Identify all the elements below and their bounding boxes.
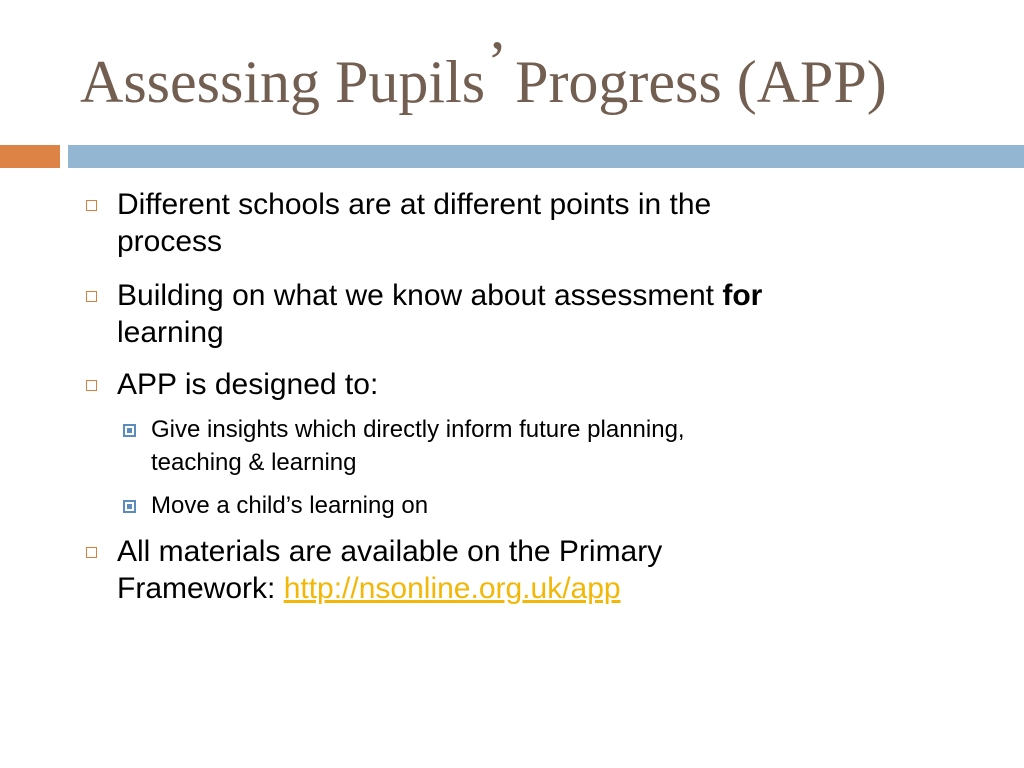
sub-bullet-item-2 — [151, 489, 428, 522]
accent-bar-blue — [68, 145, 1024, 168]
bullet-3-text: APP is designed to: — [117, 368, 379, 401]
square-bullet-icon — [86, 291, 97, 302]
title-part-2: Progress (APP) — [515, 49, 887, 115]
bullet-1-line-1: Different schools are at different points in the — [117, 188, 712, 221]
bullet-2-line-2: learning — [117, 316, 224, 349]
bullet-item-1 — [117, 186, 711, 260]
bullet-1-line-2: process — [117, 225, 223, 258]
bullet-4-line-1: All materials are available on the Primary — [117, 535, 663, 568]
bullet-2-line-1 — [117, 277, 762, 314]
bullet-item-2 — [117, 277, 762, 351]
bullet-2-bold-text: for — [722, 279, 763, 312]
title-apostrophe: ’ — [487, 29, 508, 95]
slide-title — [80, 29, 887, 122]
sub-bullet-1-line-1: Give insights which directly inform future planning, — [151, 416, 685, 443]
sub-bullet-2-text: Move a child’s learning on — [151, 492, 429, 519]
bullet-4-line-2 — [117, 570, 662, 607]
bullet-4-text: Framework: — [117, 572, 284, 605]
bullet-2-text: Building on what we know about assessment — [117, 279, 723, 312]
title-part-1: Assessing Pupils — [80, 49, 486, 115]
bullet-item-4 — [117, 533, 662, 607]
filled-square-bullet-icon — [123, 500, 136, 513]
sub-bullet-item-1 — [151, 413, 685, 479]
sub-bullet-1-line-2: teaching & learning — [151, 449, 357, 476]
bullet-item-3 — [117, 366, 378, 403]
square-bullet-icon — [86, 547, 97, 558]
square-bullet-icon — [86, 380, 97, 391]
accent-bar-orange — [0, 145, 60, 168]
filled-square-bullet-icon — [123, 424, 136, 437]
framework-link[interactable]: http://nsonline.org.uk/app — [283, 572, 621, 605]
square-bullet-icon — [86, 200, 97, 211]
